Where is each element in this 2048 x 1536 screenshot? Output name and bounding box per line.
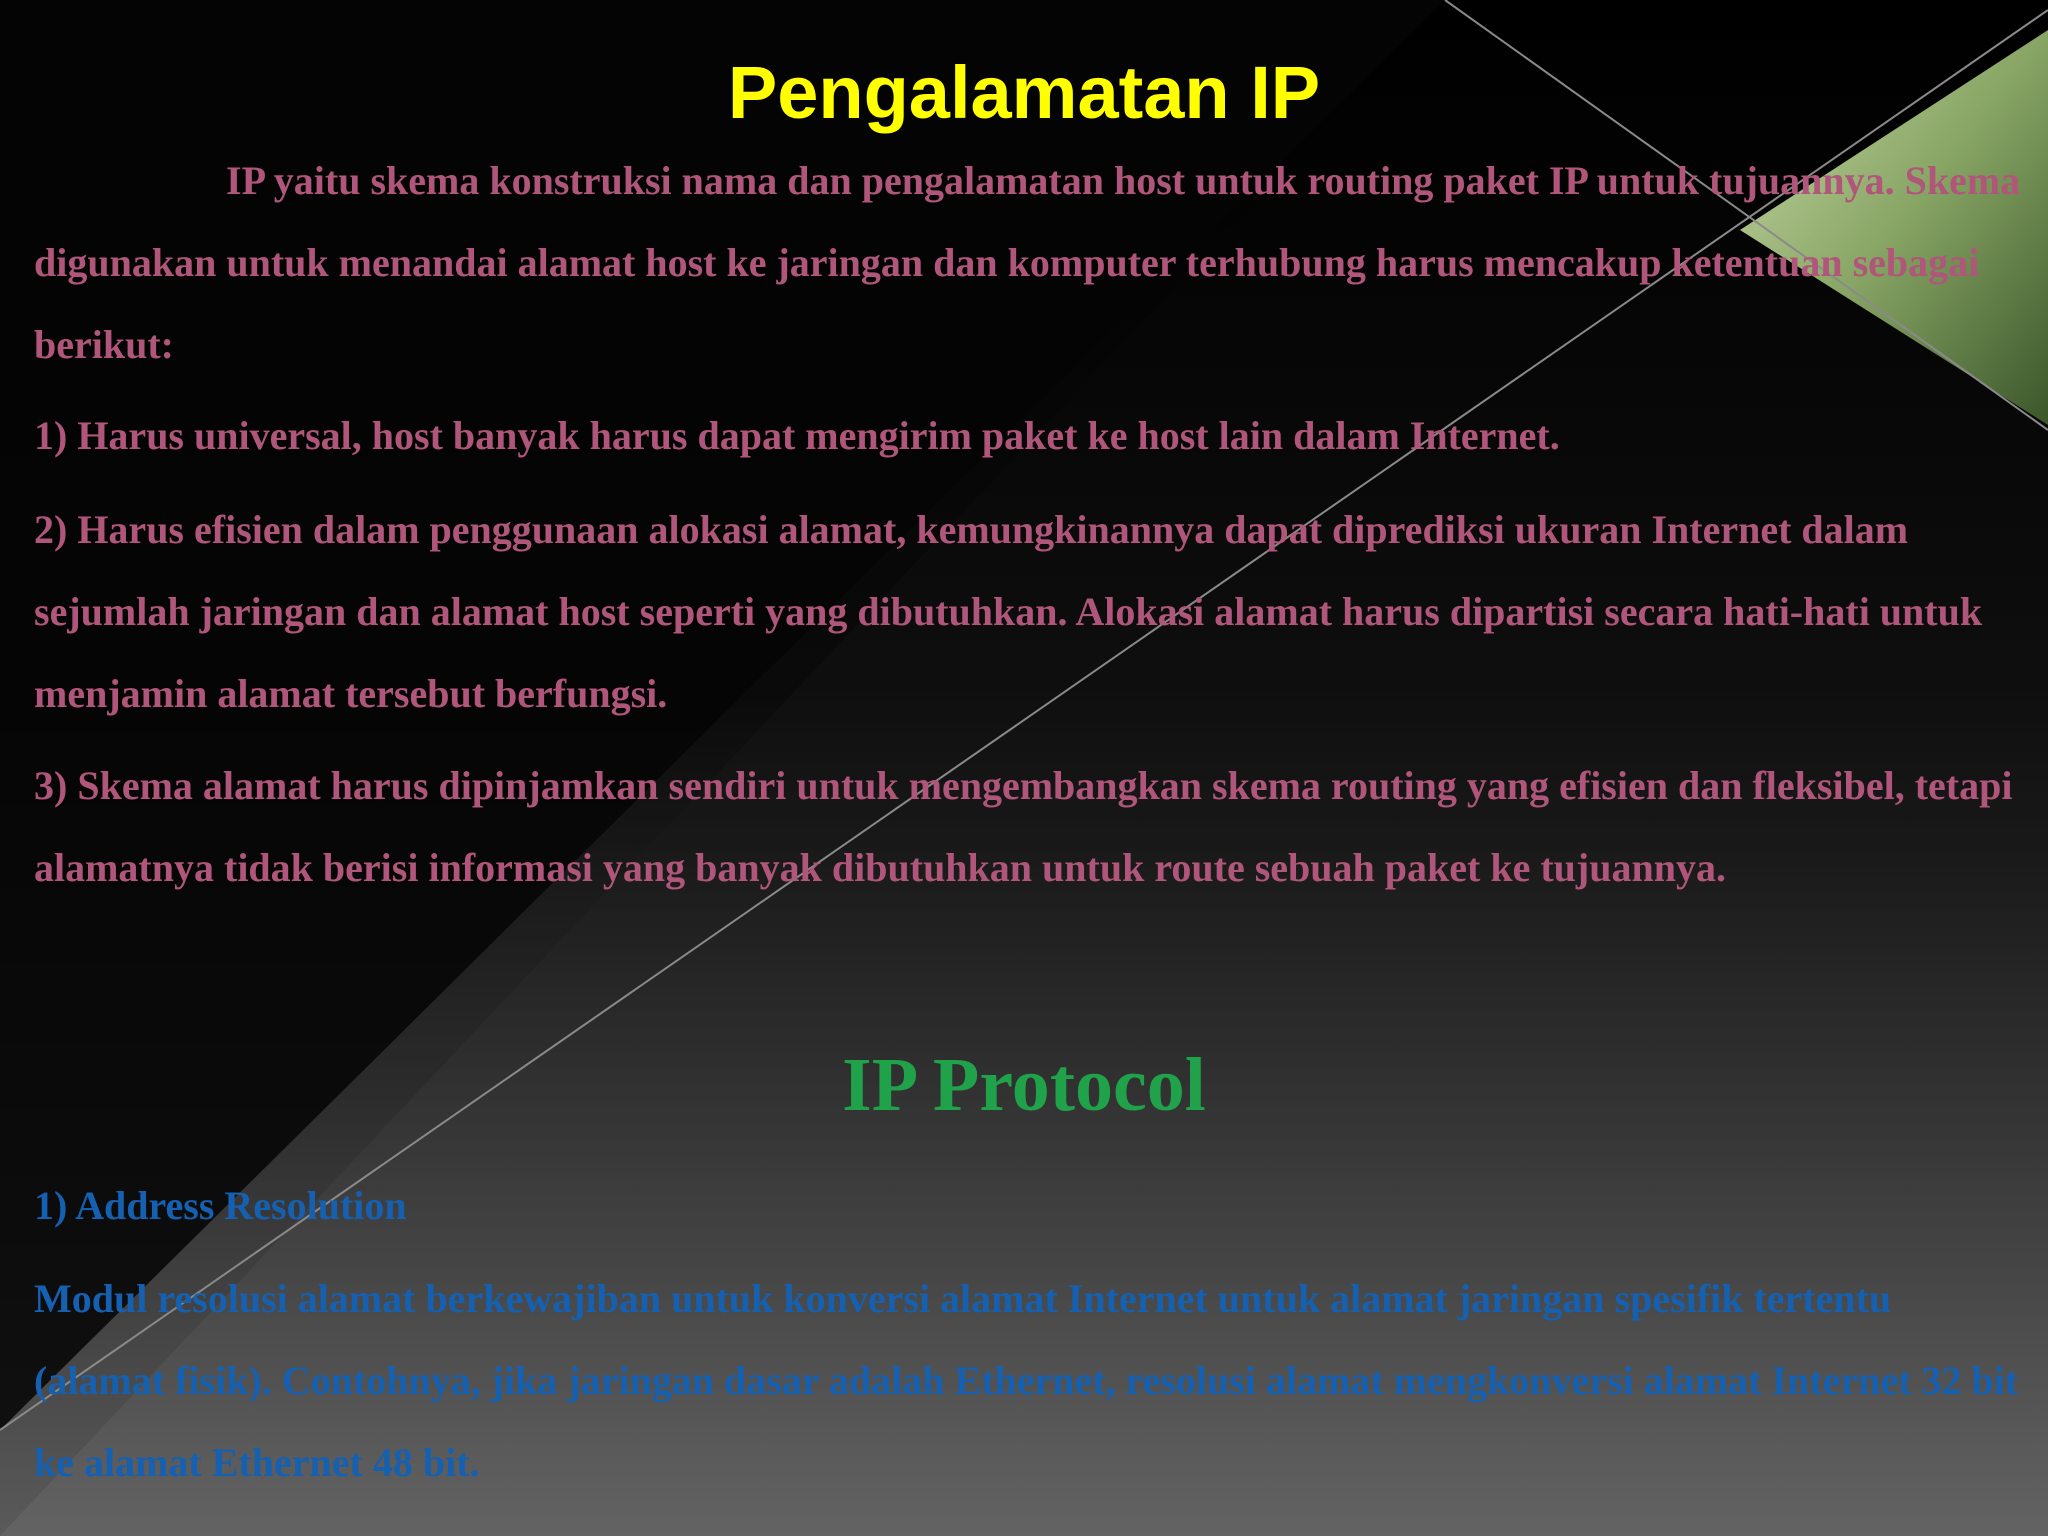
address-resolution-heading: 1) Address Resolution [34,1183,407,1228]
point-3: 3) Skema alamat harus dipinjamkan sendiri untuk mengembangkan skema routing yang efisien dan fleksibel, tetapi alamatnya tidak berisi informasi yang banyak dibutuhkan untuk route sebuah paket ke tujuannya. [34,763,2013,890]
section-subtitle: IP Protocol [842,1043,1206,1127]
point-1: 1) Harus universal, host banyak harus dapat mengirim paket ke host lain dalam Internet. [34,413,1560,458]
point-2: 2) Harus efisien dalam penggunaan alokasi alamat, kemungkinannya dapat diprediksi ukuran Internet dalam sejumlah jaringan dan alamat host seperti yang dibutuhkan. Alokasi alamat harus dipartisi secara hati-hati untuk menjamin alamat tersebut berfungsi. [34,507,1983,716]
address-resolution-body: Modul resolusi alamat berkewajiban untuk konversi alamat Internet untuk alamat jaringan spesifik tertentu (alamat fisik). Contohnya, jika jaringan dasar adalah Ethernet, resolusi alamat mengkonversi alamat Internet 32 bit ke alamat Ethernet 48 bit. [34,1276,2019,1485]
slide-title: Pengalamatan IP [727,51,1321,134]
intro-paragraph: IP yaitu skema konstruksi nama dan pengalamatan host untuk routing paket IP untuk tujuannya. Skema digunakan untuk menandai alamat host ke jaringan dan komputer terhubung harus mencakup ketentuan sebagai berikut: [34,158,2021,367]
